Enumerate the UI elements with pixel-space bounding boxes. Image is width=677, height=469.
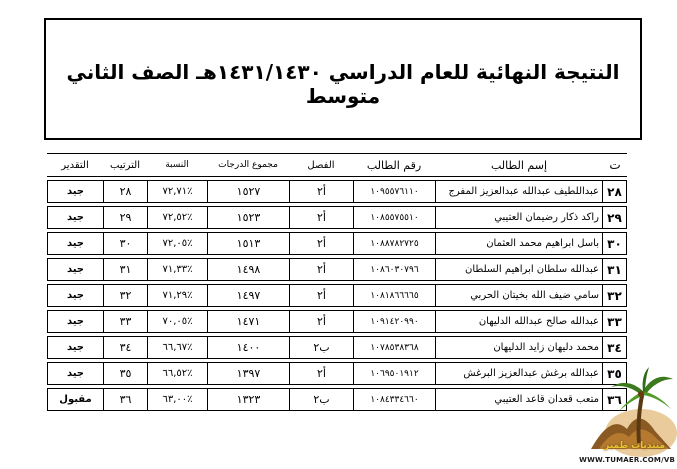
student-name: راكد ذكار رضيمان العتيبي <box>435 206 603 229</box>
row-index: ٣٥ <box>603 362 627 385</box>
class-cell: ب٢ <box>289 336 353 359</box>
header-percent: النسبة <box>147 153 207 177</box>
grade-cell: جيد <box>47 362 103 385</box>
table-row <box>47 362 627 385</box>
table-row <box>47 336 627 359</box>
student-id: ١٠٩٥٥٧٦١١٠ <box>353 180 435 203</box>
table-row <box>47 388 627 411</box>
percent-cell: ٪٧٢,٠٥ <box>147 232 207 255</box>
student-id: ١٠٨٤٣٣٤٦٦٠ <box>353 388 435 411</box>
total-cell: ١٤٩٧ <box>207 284 289 307</box>
results-body <box>47 180 627 411</box>
grade-cell: مقبول <box>47 388 103 411</box>
class-cell: أ٢ <box>289 232 353 255</box>
student-id: ١٠٨١٨٦٦٦٦٥ <box>353 284 435 307</box>
row-index: ٣٤ <box>603 336 627 359</box>
student-name: عبدالله صالح عبدالله الدليهان <box>435 310 603 333</box>
table-row <box>47 206 627 229</box>
logo-website: WWW.TUMAER.COM/VB <box>579 456 675 464</box>
student-name: عبدالله سلطان ابراهيم السلطان <box>435 258 603 281</box>
forum-logo <box>581 367 677 465</box>
rank-cell: ٣٣ <box>103 310 147 333</box>
grade-cell: جيد <box>47 180 103 203</box>
row-index: ٢٨ <box>603 180 627 203</box>
student-id: ١٠٩١٤٢٠٩٩٠ <box>353 310 435 333</box>
rank-cell: ٣١ <box>103 258 147 281</box>
table-row <box>47 284 627 307</box>
total-cell: ١٣٢٣ <box>207 388 289 411</box>
header-grade: التقدير <box>47 153 103 177</box>
grade-cell: جيد <box>47 206 103 229</box>
row-index: ٢٩ <box>603 206 627 229</box>
table-row <box>47 232 627 255</box>
header-row <box>47 153 627 177</box>
percent-cell: ٪٦٦,٥٢ <box>147 362 207 385</box>
row-index: ٣٢ <box>603 284 627 307</box>
table-row <box>47 180 627 203</box>
results-table <box>47 150 627 414</box>
rank-cell: ٢٩ <box>103 206 147 229</box>
student-id: ١٠٧٨٥٣٨٣٦٨ <box>353 336 435 359</box>
header-class: الفصل <box>289 153 353 177</box>
student-name: عبدالله برغش عبدالعزيز البرغش <box>435 362 603 385</box>
student-id: ١٠٨٦٠٣٠٧٩٦ <box>353 258 435 281</box>
rank-cell: ٣٠ <box>103 232 147 255</box>
class-cell: ب٢ <box>289 388 353 411</box>
student-name: باسل ابراهيم محمد العثمان <box>435 232 603 255</box>
class-cell: أ٢ <box>289 362 353 385</box>
row-index: ٣١ <box>603 258 627 281</box>
title-box <box>44 18 642 140</box>
grade-cell: جيد <box>47 336 103 359</box>
header-total: مجموع الدرجات <box>207 153 289 177</box>
logo-forum-name: منتديات طمير <box>604 441 665 451</box>
class-cell: أ٢ <box>289 206 353 229</box>
percent-cell: ٪٧١,٢٩ <box>147 284 207 307</box>
percent-cell: ٪٧٢,٥٢ <box>147 206 207 229</box>
header-name: إسم الطالب <box>435 153 603 177</box>
total-cell: ١٥٢٣ <box>207 206 289 229</box>
percent-cell: ٪٧٠,٠٥ <box>147 310 207 333</box>
student-id: ١٠٨٨٧٨٢٧٢٥ <box>353 232 435 255</box>
row-index: ٣٦ <box>603 388 627 411</box>
row-index: ٣٣ <box>603 310 627 333</box>
student-name: سامي ضيف الله بخيتان الحربي <box>435 284 603 307</box>
total-cell: ١٤٩٨ <box>207 258 289 281</box>
total-cell: ١٤٧١ <box>207 310 289 333</box>
rank-cell: ٣٢ <box>103 284 147 307</box>
rank-cell: ٣٦ <box>103 388 147 411</box>
header-index: ت <box>603 153 627 177</box>
total-cell: ١٣٩٧ <box>207 362 289 385</box>
student-id: ١٠٨٥٥٧٥٥١٠ <box>353 206 435 229</box>
percent-cell: ٪٦٣,٠٠ <box>147 388 207 411</box>
total-cell: ١٥١٣ <box>207 232 289 255</box>
header-rank: الترتيب <box>103 153 147 177</box>
student-name: عبداللطيف عبدالله عبدالعزيز المفرج <box>435 180 603 203</box>
rank-cell: ٣٥ <box>103 362 147 385</box>
percent-cell: ٪٧١,٣٣ <box>147 258 207 281</box>
table-row <box>47 258 627 281</box>
class-cell: أ٢ <box>289 284 353 307</box>
student-id: ١٠٦٩٥٠١٩١٢ <box>353 362 435 385</box>
row-index: ٣٠ <box>603 232 627 255</box>
grade-cell: جيد <box>47 310 103 333</box>
grade-cell: جيد <box>47 284 103 307</box>
rank-cell: ٣٤ <box>103 336 147 359</box>
class-cell: أ٢ <box>289 180 353 203</box>
percent-cell: ٪٧٢,٧١ <box>147 180 207 203</box>
header-student-id: رقم الطالب <box>353 153 435 177</box>
grade-cell: جيد <box>47 258 103 281</box>
grade-cell: جيد <box>47 232 103 255</box>
rank-cell: ٢٨ <box>103 180 147 203</box>
page-title: النتيجة النهائية للعام الدراسي ١٤٣١/١٤٣٠هـ الصف الثاني متوسط <box>66 60 620 108</box>
total-cell: ١٤٠٠ <box>207 336 289 359</box>
table-row <box>47 310 627 333</box>
student-name: محمد دليهان زايد الدليهان <box>435 336 603 359</box>
percent-cell: ٪٦٦,٦٧ <box>147 336 207 359</box>
class-cell: أ٢ <box>289 310 353 333</box>
total-cell: ١٥٢٧ <box>207 180 289 203</box>
student-name: متعب قعدان قاعد العتيبي <box>435 388 603 411</box>
class-cell: أ٢ <box>289 258 353 281</box>
